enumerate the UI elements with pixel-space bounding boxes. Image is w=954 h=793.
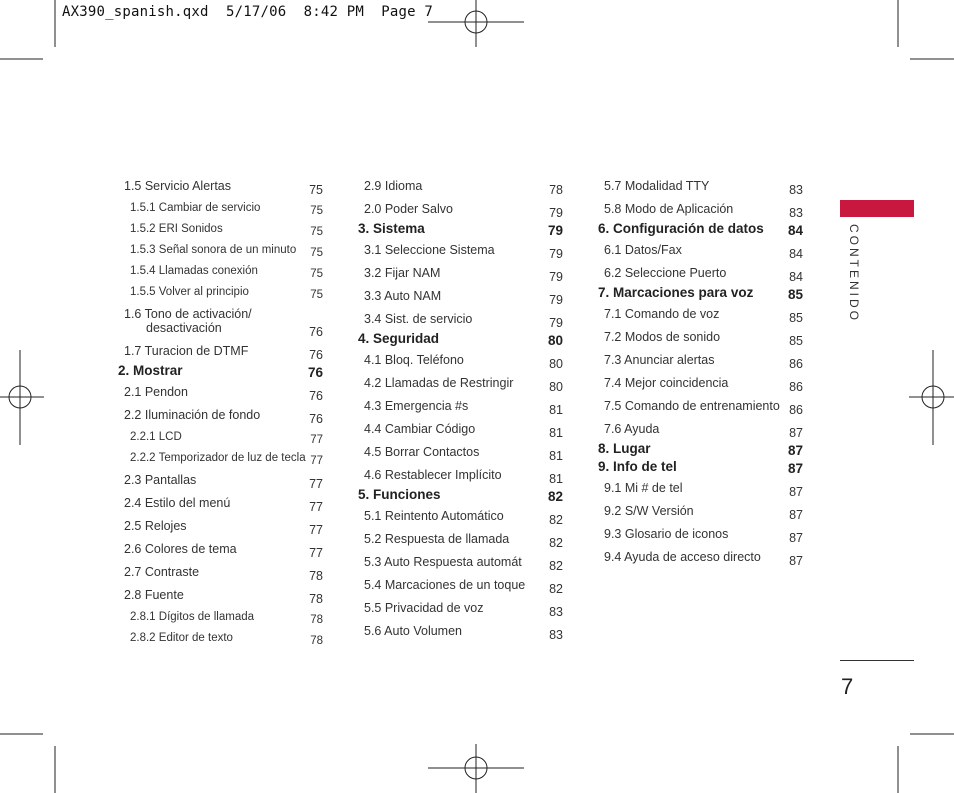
toc-page-number: 79 [549, 316, 563, 330]
toc-page-number: 78 [549, 183, 563, 197]
toc-entry [118, 380, 323, 403]
toc-entry [118, 403, 323, 426]
toc-entry-title: 2.0 Poder Salvo [364, 201, 453, 216]
toc-entry [598, 302, 803, 325]
toc-entry-title: 5.7 Modalidad TTY [604, 178, 710, 193]
toc-page-number: 75 [310, 205, 323, 217]
toc-entry-title: 4.4 Cambiar Código [364, 421, 476, 436]
toc-page-number: 85 [787, 287, 803, 302]
toc-page-number: 82 [547, 489, 563, 504]
toc-page-number: 83 [789, 206, 803, 220]
toc-entry-title: 4.6 Restablecer Implícito [364, 467, 502, 482]
toc-page-number: 84 [789, 247, 803, 261]
toc-page-number: 82 [549, 513, 563, 527]
toc-page-number: 86 [789, 403, 803, 417]
toc-entry [358, 504, 563, 527]
toc-entry-title: 3. Sistema [358, 221, 425, 236]
toc-section-heading [358, 330, 563, 348]
toc-page-number: 81 [549, 449, 563, 463]
toc-page-number: 79 [549, 206, 563, 220]
toc-entry-title: 4.1 Bloq. Teléfono [364, 352, 464, 367]
toc-section-heading [598, 440, 803, 458]
toc-column-3 [598, 174, 803, 568]
toc-entry [598, 174, 803, 197]
toc-page-number: 87 [789, 426, 803, 440]
toc-entry [358, 440, 563, 463]
toc-entry-title: 7.4 Mejor coincidencia [604, 375, 729, 390]
toc-entry [358, 417, 563, 440]
toc-entry-title: 9.1 Mi # de tel [604, 480, 683, 495]
toc-page-number: 82 [549, 559, 563, 573]
toc-page-number: 76 [309, 389, 323, 403]
toc-entry [118, 627, 323, 648]
toc-entry-title: 6.1 Datos/Fax [604, 242, 682, 257]
toc-page-number: 85 [789, 311, 803, 325]
toc-section-heading [358, 220, 563, 238]
toc-entry-title: 7.2 Modos de sonido [604, 329, 721, 344]
toc-entry-title: 4.2 Llamadas de Restringir [364, 375, 514, 390]
toc-entry [118, 260, 323, 281]
toc-page-number: 80 [547, 333, 563, 348]
page-number: 7 [841, 674, 854, 699]
toc-section-heading [598, 284, 803, 302]
toc-entry-title: 5.5 Privacidad de voz [364, 600, 484, 615]
toc-entry [358, 284, 563, 307]
toc-entry [118, 468, 323, 491]
toc-page-number: 77 [310, 455, 323, 467]
toc-page-number: 83 [549, 628, 563, 642]
toc-entry [118, 281, 323, 302]
toc-entry-title: 4.5 Borrar Contactos [364, 444, 480, 459]
toc-entry-title: 2.8 Fuente [124, 587, 184, 602]
toc-entry-title: 5.6 Auto Volumen [364, 623, 462, 638]
section-tab-label: CONTENIDO [847, 224, 861, 323]
toc-entry [118, 218, 323, 239]
toc-entry [598, 261, 803, 284]
toc-entry [598, 238, 803, 261]
toc-entry-title: 7. Marcaciones para voz [598, 285, 754, 300]
toc-page-number: 75 [310, 247, 323, 259]
toc-entry-title: 4. Seguridad [358, 331, 440, 346]
toc-entry-title: 1.5.5 Volver al principio [130, 285, 249, 298]
toc-entry-title: 5.2 Respuesta de llamada [364, 531, 510, 546]
toc-entry [598, 394, 803, 417]
toc-page-number: 87 [787, 461, 803, 476]
toc-page-number: 77 [309, 523, 323, 537]
toc-entry [118, 537, 323, 560]
toc-entry [118, 606, 323, 627]
toc-page-number: 87 [789, 485, 803, 499]
toc-entry-title: 5.3 Auto Respuesta automát [364, 554, 522, 569]
toc-entry [358, 238, 563, 261]
toc-page-number: 82 [549, 582, 563, 596]
toc-entry [358, 596, 563, 619]
toc-page-number: 75 [310, 289, 323, 301]
toc-page-number: 84 [789, 270, 803, 284]
toc-entry-title: 9. Info de tel [598, 459, 677, 474]
toc-entry [598, 476, 803, 499]
toc-page-number: 75 [309, 183, 323, 197]
toc-entry-title: 9.3 Glosario de iconos [604, 526, 729, 541]
toc-page-number: 78 [310, 614, 323, 626]
toc-entry-title: 2.2.1 LCD [130, 430, 182, 443]
toc-entry-title: 6. Configuración de datos [598, 221, 764, 236]
toc-entry [118, 197, 323, 218]
toc-entry [598, 545, 803, 568]
toc-entry-title: 2.4 Estilo del menú [124, 495, 231, 510]
toc-entry-title: 8. Lugar [598, 441, 651, 456]
toc-entry-title: 2. Mostrar [118, 363, 183, 378]
toc-entry-title: 1.5 Servicio Alertas [124, 178, 231, 193]
toc-entry-title: 4.3 Emergencia #s [364, 398, 469, 413]
toc-page-number: 80 [549, 357, 563, 371]
toc-entry-title: 9.4 Ayuda de acceso directo [604, 549, 761, 564]
toc-entry-title: 3.1 Seleccione Sistema [364, 242, 495, 257]
toc-entry-title: 2.8.1 Dígitos de llamada [130, 610, 255, 623]
toc-entry-title: 2.5 Relojes [124, 518, 187, 533]
toc-entry-title: 1.6 Tono de activación/ [124, 306, 252, 321]
toc-page-number: 77 [309, 477, 323, 491]
toc-entry [358, 550, 563, 573]
toc-entry [118, 426, 323, 447]
toc-page-number: 86 [789, 357, 803, 371]
toc-page-number: 87 [787, 443, 803, 458]
toc-column-2 [358, 174, 563, 642]
toc-entry-title: 7.6 Ayuda [604, 421, 660, 436]
toc-entry-title: 1.7 Turacion de DTMF [124, 343, 249, 358]
toc-column-1 [118, 174, 323, 648]
toc-page-number: 87 [789, 508, 803, 522]
toc-page-number: 76 [307, 365, 323, 380]
toc-entry [598, 371, 803, 394]
toc-section-heading [358, 486, 563, 504]
toc-page-number: 81 [549, 426, 563, 440]
toc-page-number: 85 [789, 334, 803, 348]
toc-page-number: 78 [310, 635, 323, 647]
toc-page-number: 76 [309, 325, 323, 339]
toc-page-number: 81 [549, 403, 563, 417]
toc-page-number: 80 [549, 380, 563, 394]
toc-entry [358, 463, 563, 486]
toc-entry-title: 2.6 Colores de tema [124, 541, 237, 556]
toc-entry [598, 522, 803, 545]
toc-entry [358, 527, 563, 550]
toc-entry [358, 307, 563, 330]
toc-entry-title: 7.5 Comando de entrenamiento [604, 398, 780, 413]
toc-page-number: 75 [310, 268, 323, 280]
toc-page-number: 77 [309, 546, 323, 560]
toc-page-number: 79 [549, 270, 563, 284]
toc-entry [118, 514, 323, 537]
toc-section-heading [598, 458, 803, 476]
toc-entry [358, 371, 563, 394]
toc-section-heading [118, 362, 323, 380]
page-number-rule [840, 660, 914, 661]
toc-page-number: 79 [549, 293, 563, 307]
toc-entry-title: 2.8.2 Editor de texto [130, 631, 233, 644]
toc-entry-title: 1.5.4 Llamadas conexión [130, 264, 258, 277]
toc-entry-title: 1.5.1 Cambiar de servicio [130, 201, 261, 214]
toc-entry-title: 2.3 Pantallas [124, 472, 197, 487]
toc-entry [358, 261, 563, 284]
toc-entry-title: 2.2 Iluminación de fondo [124, 407, 261, 422]
toc-entry-title: 2.1 Pendon [124, 384, 188, 399]
toc-entry-title: 6.2 Seleccione Puerto [604, 265, 727, 280]
toc-page-number: 87 [789, 554, 803, 568]
toc-page-number: 77 [309, 500, 323, 514]
toc-page-number: 76 [309, 412, 323, 426]
toc-entry [118, 583, 323, 606]
toc-entry [118, 339, 323, 362]
toc-page-number: 76 [309, 348, 323, 362]
toc-entry [358, 573, 563, 596]
toc-entry-title: 5.4 Marcaciones de un toque [364, 577, 526, 592]
toc-entry-title: 5.1 Reintento Automático [364, 508, 504, 523]
toc-entry-title: 2.9 Idioma [364, 178, 423, 193]
toc-entry [118, 447, 323, 468]
toc-page-number: 79 [549, 247, 563, 261]
toc-entry [598, 348, 803, 371]
print-slug: AX390_spanish.qxd 5/17/06 8:42 PM Page 7 [62, 4, 434, 20]
toc-entry-title: 7.3 Anunciar alertas [604, 352, 715, 367]
toc-page-number: 78 [309, 569, 323, 583]
toc-entry [358, 394, 563, 417]
toc-entry [358, 619, 563, 642]
toc-page-number: 77 [310, 434, 323, 446]
toc-entry-title: 3.4 Sist. de servicio [364, 311, 473, 326]
toc-entry-title: 1.5.2 ERI Sonidos [130, 222, 223, 235]
toc-entry [118, 491, 323, 514]
toc-entry-title: 5. Funciones [358, 487, 441, 502]
toc-entry-title: 1.5.3 Señal sonora de un minuto [130, 243, 297, 256]
toc-entry [598, 197, 803, 220]
toc-page-number: 82 [549, 536, 563, 550]
toc-entry [358, 348, 563, 371]
toc-page-number: 83 [789, 183, 803, 197]
toc-entry [598, 499, 803, 522]
toc-page-number: 86 [789, 380, 803, 394]
toc-entry-title: 5.8 Modo de Aplicación [604, 201, 734, 216]
toc-page-number: 83 [549, 605, 563, 619]
toc-entry [598, 417, 803, 440]
toc-entry [598, 325, 803, 348]
toc-page-number: 75 [310, 226, 323, 238]
toc-entry-title: 3.3 Auto NAM [364, 288, 442, 303]
toc-page-number: 78 [309, 592, 323, 606]
toc-page-number: 79 [547, 223, 563, 238]
toc-section-heading [598, 220, 803, 238]
toc-entry [118, 302, 323, 339]
toc-entry [118, 174, 323, 197]
toc-entry [118, 560, 323, 583]
toc-entry [118, 239, 323, 260]
section-tab-bar [840, 200, 914, 217]
toc-entry-title: 2.7 Contraste [124, 564, 200, 579]
toc-entry-title: 3.2 Fijar NAM [364, 265, 441, 280]
toc-page-number: 81 [549, 472, 563, 486]
toc-entry-title: 7.1 Comando de voz [604, 306, 720, 321]
toc-page-number: 84 [787, 223, 803, 238]
toc-entry [358, 197, 563, 220]
toc-entry [358, 174, 563, 197]
toc-entry-title: 9.2 S/W Versión [604, 503, 694, 518]
toc-page-number: 87 [789, 531, 803, 545]
toc-entry-title-continued: desactivación [146, 320, 222, 335]
toc-entry-title: 2.2.2 Temporizador de luz de tecla [130, 451, 306, 464]
